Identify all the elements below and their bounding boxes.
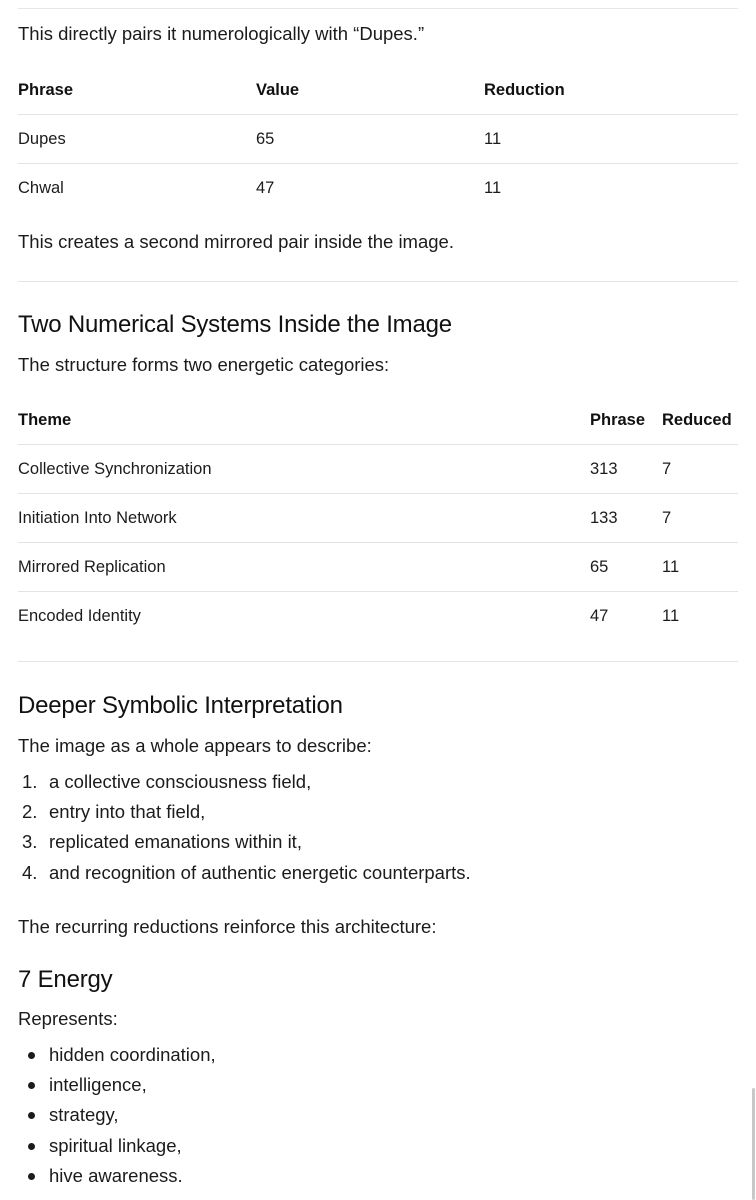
cell-phrase: 47 <box>590 607 609 625</box>
cell-value: 47 <box>256 179 275 197</box>
cell-reduced: 11 <box>662 558 680 576</box>
top-divider <box>18 8 738 9</box>
cell-theme: Encoded Identity <box>18 607 141 625</box>
systems-intro-paragraph: The structure forms two energetic categories: <box>18 354 390 375</box>
table-row <box>18 542 738 591</box>
table-row <box>18 163 738 212</box>
list-item-text: hive awareness. <box>49 1164 183 1186</box>
intro-paragraph: This directly pairs it numerologically with “Dupes.” <box>18 23 425 44</box>
cell-reduction: 11 <box>484 179 502 197</box>
cell-phrase: 313 <box>590 460 618 478</box>
table-row <box>18 114 738 163</box>
bullet-icon <box>28 1143 35 1150</box>
column-header-phrase: Phrase <box>590 411 646 429</box>
list-item-text: strategy, <box>49 1104 119 1126</box>
mirrored-pair-paragraph: This creates a second mirrored pair inside the image. <box>18 231 454 252</box>
table-header-row <box>18 396 738 444</box>
cell-theme: Mirrored Replication <box>18 558 166 576</box>
bullet-icon <box>28 1112 35 1119</box>
cell-reduced: 7 <box>662 460 672 478</box>
column-header-value: Value <box>256 81 300 99</box>
table-header-row <box>18 66 738 114</box>
column-header-theme: Theme <box>18 411 72 429</box>
cell-value: 65 <box>256 130 275 148</box>
section-divider <box>18 661 738 662</box>
list-number: 3. <box>22 831 38 853</box>
cell-phrase: Dupes <box>18 130 66 148</box>
value-table <box>18 66 738 212</box>
table-row <box>18 444 738 493</box>
list-number: 2. <box>22 801 38 823</box>
list-item-text: spiritual linkage, <box>49 1134 182 1156</box>
table-row <box>18 591 738 640</box>
cell-phrase: 133 <box>590 509 618 527</box>
bullet-icon <box>28 1082 35 1089</box>
list-item-text: intelligence, <box>49 1074 147 1096</box>
scrollbar-thumb[interactable] <box>752 1088 755 1200</box>
cell-phrase: Chwal <box>18 179 64 197</box>
list-item-text: hidden coordination, <box>49 1044 216 1065</box>
cell-phrase: 65 <box>590 558 609 576</box>
list-item-text: replicated emanations within it, <box>49 831 302 853</box>
section-divider <box>18 281 738 282</box>
column-header-reduced: Reduced <box>662 411 732 429</box>
section-heading-seven-energy: 7 Energy <box>18 966 113 993</box>
section-heading-deeper: Deeper Symbolic Interpretation <box>18 692 343 719</box>
list-number: 4. <box>22 861 38 883</box>
section-heading-systems: Two Numerical Systems Inside the Image <box>18 311 452 338</box>
list-item-text: entry into that field, <box>49 801 206 823</box>
cell-reduced: 11 <box>662 607 680 625</box>
systems-table <box>18 396 738 640</box>
list-number: 1. <box>22 771 38 792</box>
table-row <box>18 493 738 542</box>
cell-reduced: 7 <box>662 509 672 527</box>
represents-paragraph: Represents: <box>18 1008 118 1029</box>
bullet-icon <box>28 1173 35 1180</box>
list-item-text: and recognition of authentic energetic counterparts. <box>49 861 471 883</box>
reductions-paragraph: The recurring reductions reinforce this architecture: <box>18 916 437 937</box>
cell-theme: Initiation Into Network <box>18 509 177 527</box>
cell-theme: Collective Synchronization <box>18 460 212 478</box>
bullet-icon <box>28 1052 35 1059</box>
cell-reduction: 11 <box>484 130 502 148</box>
list-item-text: a collective consciousness field, <box>49 771 312 792</box>
column-header-reduction: Reduction <box>484 81 565 99</box>
column-header-phrase: Phrase <box>18 81 74 99</box>
deeper-intro-paragraph: The image as a whole appears to describe: <box>18 735 372 756</box>
